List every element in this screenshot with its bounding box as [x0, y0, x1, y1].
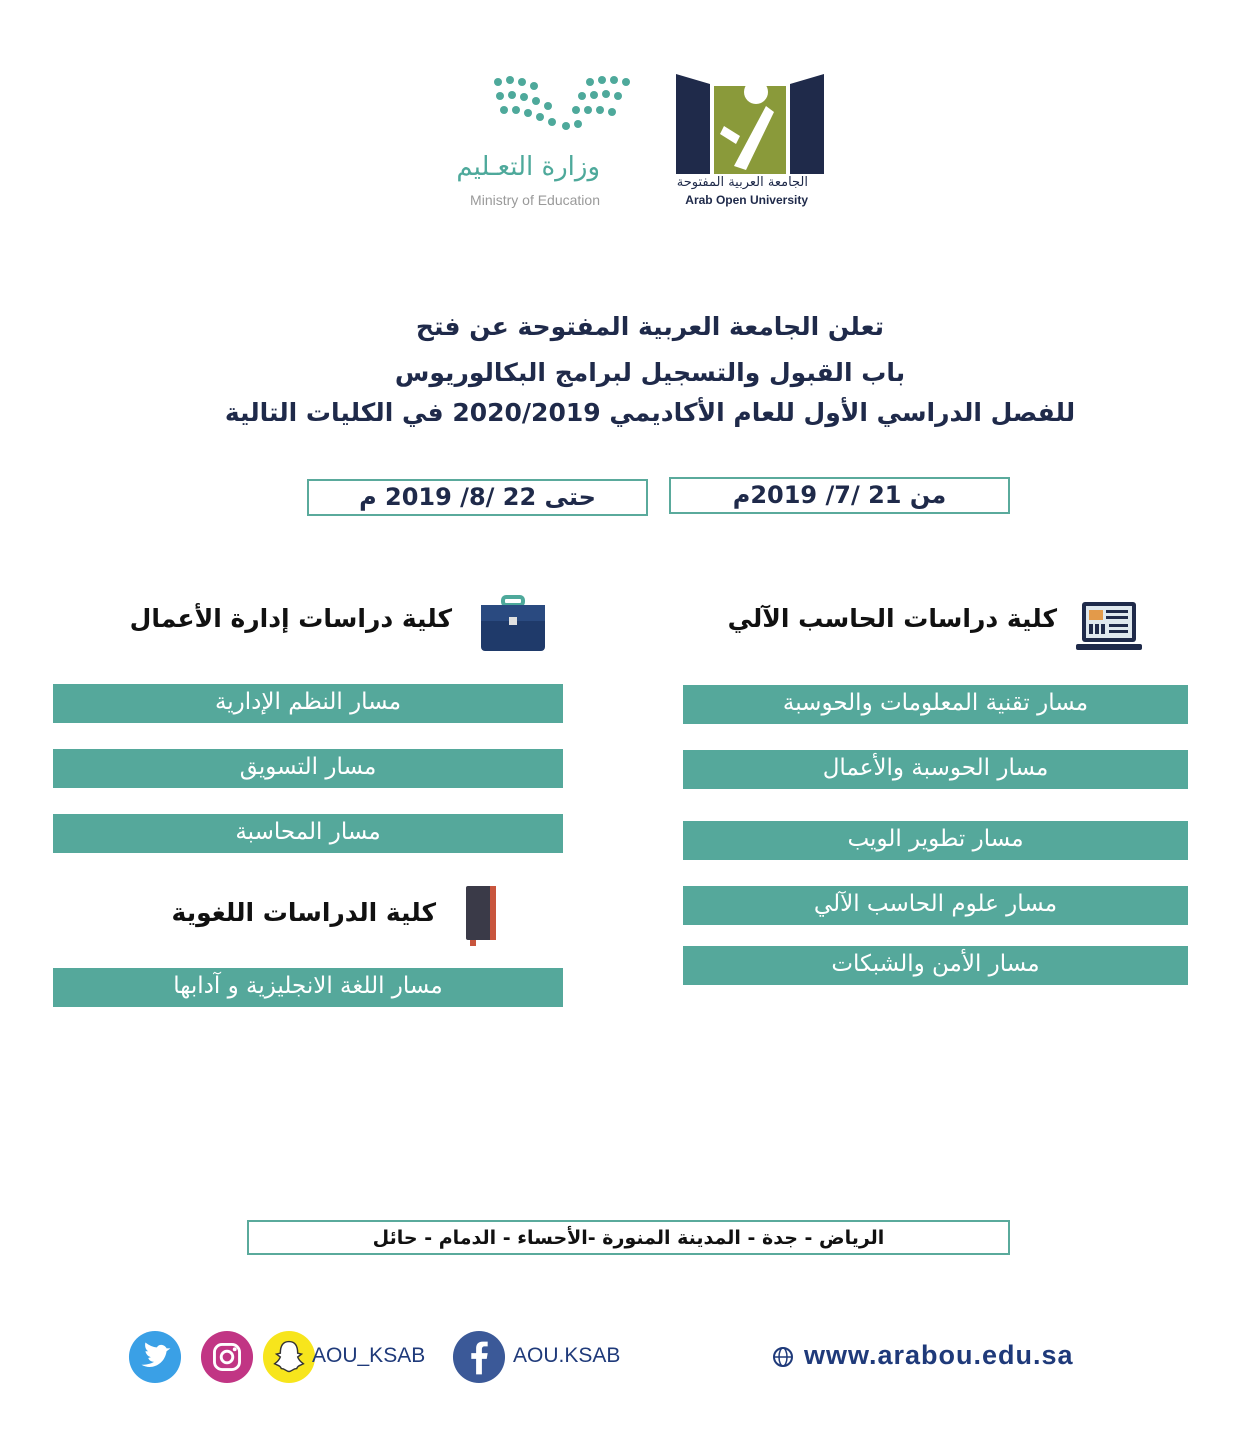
ministry-of-education-logo — [420, 60, 620, 220]
globe-icon — [772, 1346, 794, 1368]
moe-dots-emblem — [490, 70, 640, 140]
aou-emblem — [670, 66, 830, 178]
track-computer-science: مسار علوم الحاسب الآلي — [683, 886, 1188, 925]
track-computing-business: مسار الحوسبة والأعمال — [683, 750, 1188, 789]
facebook-icon[interactable] — [452, 1330, 506, 1384]
date-to-box: حتى 22 /8/ 2019 م — [307, 479, 648, 516]
date-from-box: من 21 /7/ 2019م — [669, 477, 1010, 514]
headline-line-1: تعلن الجامعة العربية المفتوحة عن فتح — [415, 312, 885, 341]
track-web-development: مسار تطوير الويب — [683, 821, 1188, 860]
moe-arabic-name: وزارة التعـليم — [456, 152, 600, 182]
cities-box: الرياض - جدة - المدينة المنورة -الأحساء - الدمام - حائل — [247, 1220, 1010, 1255]
logos-area — [420, 60, 840, 220]
website-link[interactable] — [776, 1340, 1074, 1371]
college-language-title: كلية الدراسات اللغوية — [171, 898, 436, 927]
track-security-networks: مسار الأمن والشبكات — [683, 946, 1188, 985]
headline-line-3: للفصل الدراسي الأول للعام الأكاديمي 2020/2019 في الكليات التالية — [224, 398, 1076, 427]
briefcase-icon — [479, 595, 547, 653]
social-handle-2[interactable]: AOU.KSAB — [513, 1344, 621, 1367]
website-url[interactable]: www.arabou.edu.sa — [804, 1340, 1074, 1370]
aou-arabic-name: الجامعة العربية المفتوحة — [676, 175, 808, 190]
notebook-icon — [464, 884, 500, 946]
track-management-systems: مسار النظم الإدارية — [53, 684, 563, 723]
track-it-computing: مسار تقنية المعلومات والحوسبة — [683, 685, 1188, 724]
moe-english-name: Ministry of Education — [470, 192, 600, 208]
track-marketing: مسار التسويق — [53, 749, 563, 788]
instagram-icon[interactable] — [200, 1330, 254, 1384]
college-business-title: كلية دراسات إدارة الأعمال — [129, 604, 452, 633]
snapchat-icon[interactable] — [262, 1330, 316, 1384]
arab-open-university-logo — [670, 60, 830, 220]
aou-english-name: Arab Open University — [685, 193, 808, 207]
track-accounting: مسار المحاسبة — [53, 814, 563, 853]
headline-line-2: باب القبول والتسجيل لبرامج البكالوريوس — [394, 358, 906, 387]
track-english-literature: مسار اللغة الانجليزية و آدابها — [53, 968, 563, 1007]
laptop-icon — [1076, 600, 1142, 652]
college-computer-title: كلية دراسات الحاسب الآلي — [727, 604, 1057, 633]
twitter-icon[interactable] — [128, 1330, 182, 1384]
social-handle-1[interactable]: AOU_KSAB — [312, 1344, 426, 1367]
